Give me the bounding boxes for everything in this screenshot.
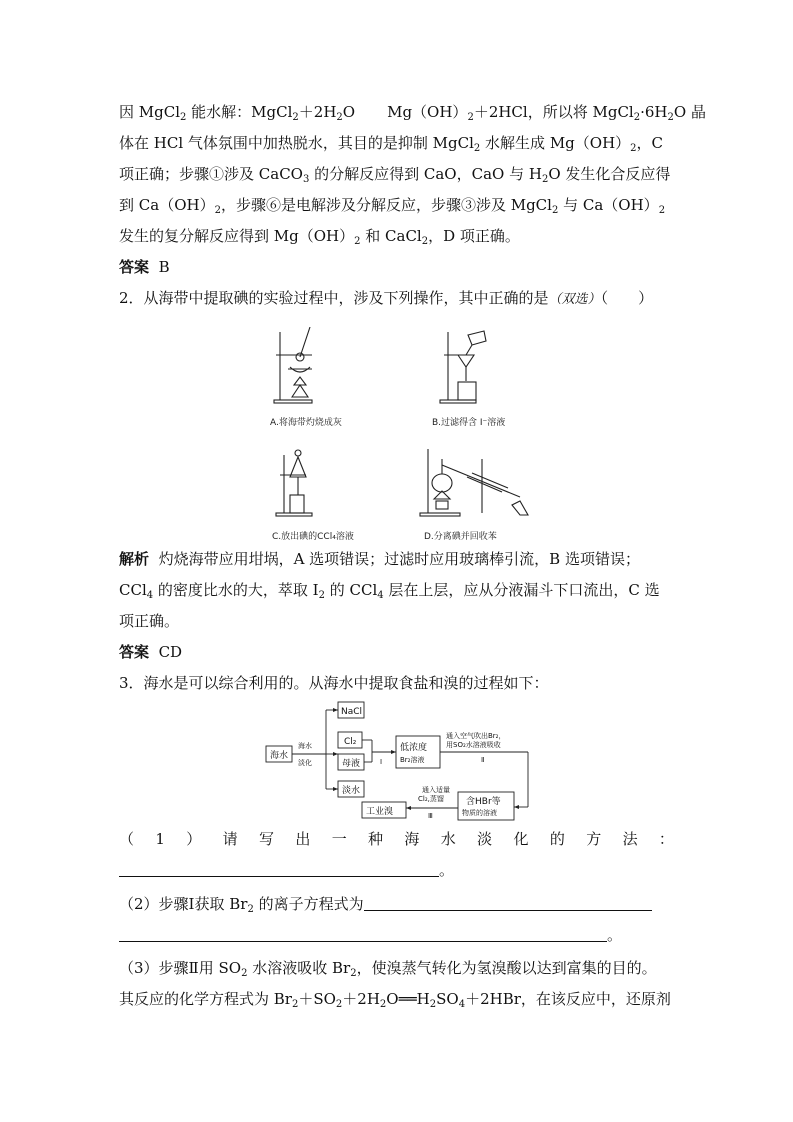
text: 的密度比水的大，萃取 I [153,581,319,599]
text: ，D 项正确。 [428,227,520,245]
text: SO [436,990,459,1008]
subscript: 2 [541,174,549,185]
text: 能水解：MgCl [186,103,293,121]
text: O 晶 [673,103,706,121]
caption-c: C.放出碘的CCl₄溶液 [272,532,354,542]
answer-blank-1[interactable] [119,862,439,877]
char: 的 [549,830,565,848]
label-step3-2: Cl₂,蒸馏 [418,795,444,803]
question3 [119,673,674,693]
char: 海 [404,830,420,848]
label-low-1: 低浓度 [400,743,428,753]
text: 灼烧海带应用坩埚，A 选项错误；过滤时应用玻璃棒引流，B 选项错误； [158,550,640,568]
answer-blank-2a[interactable] [364,896,652,911]
text: ，使溴蒸气转化为氢溴酸以达到富集的目的。 [356,959,657,977]
question-text: 2．从海带中提取碘的实验过程中，涉及下列操作，其中正确的是 [119,289,549,307]
label-step1: Ⅰ [380,758,383,766]
subscript: 2 [292,112,299,123]
caption-b: B.过滤得含 I⁻溶液 [432,418,506,428]
text: 。 [439,861,455,879]
text: 和 CaCl [360,227,422,245]
char: ： [658,830,674,848]
answer-value: CD [158,643,183,661]
char: 写 [258,830,274,848]
sub1-line1 [119,829,674,849]
answer-blank: （ ） [600,289,654,307]
answer2 [119,642,674,662]
subscript: 2 [247,904,254,915]
text: ，C [636,134,664,152]
subscript: 2 [551,205,559,216]
answer1 [119,257,674,277]
text: ＋2H [298,103,337,121]
caption-a: A.将海带灼烧成灰 [270,418,342,428]
subscript: 4 [146,590,154,601]
subscript: 2 [633,112,641,123]
text: ·6H [640,103,668,121]
text: ，步骤⑥是电解涉及分解反应，步骤③涉及 MgCl [220,196,552,214]
text: 层在上层，应从分液漏斗下口流出，C 选 [383,581,660,599]
analysis2-line1 [119,549,674,569]
label-desal-1: 海水 [298,742,312,750]
subscript: 2 [180,112,187,123]
char: 方 [586,830,602,848]
apparatus-figure [262,327,532,545]
subscript: 2 [630,143,637,154]
text: 水溶液吸收 Br [247,959,351,977]
char: 请 [222,830,238,848]
subscript: 2 [658,205,666,216]
char: 化 [513,830,529,848]
text: Mg（OH） [387,103,468,121]
caption-d: D.分离碘并回收苯 [424,532,497,542]
text: 因 MgCl [119,103,181,121]
answer-label: 答案 [119,258,150,276]
label-industrial-br: 工业溴 [366,807,394,817]
label-hbr-2: 物质的溶液 [462,809,497,817]
subscript: 2 [350,968,357,979]
label-step2-1: 通入空气吹出Br₂， [446,732,506,740]
char: 种 [368,830,384,848]
text: 与 Ca（OH） [558,196,659,214]
subscript: 3 [302,174,310,185]
text: ＋2H [342,990,380,1008]
subscript: 4 [458,999,466,1010]
char: 法 [622,830,638,848]
flow-diagram [262,700,534,824]
char: 一 [331,830,347,848]
text: CCl [119,581,147,599]
text: 其反应的化学方程式为 Br [119,990,292,1008]
subscript: 2 [241,968,248,979]
char: 水 [440,830,456,848]
text: O [342,103,356,121]
analysis2-line2 [119,580,674,606]
paragraph1-line3 [119,164,674,190]
subscript: 2 [421,236,429,247]
sub3-line2 [119,989,674,1015]
text: 的离子方程式为 [253,895,364,913]
text: 体在 HCl 气体氛围中加热脱水，其目的是抑制 MgCl [119,134,474,152]
text: （2）步骤Ⅰ获取 Br [119,895,248,913]
subscript: 2 [379,999,387,1010]
label-nacl: NaCl [341,707,363,717]
text: 的 CCl [324,581,378,599]
sub3-line1 [119,958,674,984]
text: 项正确；步骤①涉及 CaCO [119,165,303,183]
paragraph1-line2 [119,133,674,159]
text: 到 Ca（OH） [119,196,215,214]
paragraph1-line4 [119,195,674,221]
apparatus-c-icon [276,450,312,516]
subscript: 2 [429,999,437,1010]
char: 1 [155,830,165,848]
answer-blank-2b[interactable] [119,927,607,942]
char: （ [119,830,135,848]
text: （3）步骤Ⅱ用 SO [119,959,242,977]
subscript: 2 [354,236,361,247]
char: 淡 [477,830,493,848]
text: O 发生化合反应得 [548,165,671,183]
label-seawater: 海水 [270,751,289,761]
answer-value: B [158,258,170,276]
analysis-label: 解析 [119,550,150,568]
text: 的分解反应得到 CaO，CaO 与 H [309,165,542,183]
apparatus-a-icon [274,327,312,403]
question2 [119,288,674,310]
subscript: 4 [377,590,384,601]
label-hbr-1: 含HBr等 [466,797,501,807]
paragraph1-line1 [119,102,706,128]
apparatus-b-icon [440,331,486,403]
apparatus-d-icon [420,449,528,516]
label-low-2: Br₂溶液 [400,756,425,764]
subscript: 2 [318,590,325,601]
text: ＋2HBr，在该反应中，还原剂 [465,990,671,1008]
answer-label: 答案 [119,643,150,661]
subscript: 2 [214,205,221,216]
subscript: 2 [467,112,474,123]
sub1-line2 [119,860,674,880]
paragraph1-line5 [119,226,674,252]
text: O══H [386,990,430,1008]
sub2-line2 [119,925,674,945]
subscript: 2 [336,112,343,123]
label-cl2: Cl₂ [344,737,357,747]
text: 。 [607,926,623,944]
label-step3-1: 通入适量 [422,786,450,794]
label-step3: Ⅲ [428,812,433,820]
label-step2: Ⅱ [481,756,485,764]
text: 水解生成 Mg（OH） [480,134,631,152]
text: 发生的复分解反应得到 Mg（OH） [119,227,355,245]
label-mother: 母液 [342,759,361,769]
char: ） [186,830,202,848]
question-note: （双选） [548,292,601,307]
text: ＋SO [298,990,336,1008]
label-step2-2: 用SO₂水溶液吸收 [446,741,501,749]
subscript: 2 [291,999,299,1010]
text: 项正确。 [119,612,180,630]
subscript: 2 [473,143,481,154]
analysis2-line3 [119,611,674,631]
label-fresh: 淡水 [342,786,361,796]
subscript: 2 [335,999,343,1010]
sub2-line1 [119,894,674,920]
label-desal-2: 淡化 [298,759,312,767]
char: 出 [295,830,311,848]
question-text: 3．海水是可以综合利用的。从海水中提取食盐和溴的过程如下： [119,674,549,692]
subscript: 2 [667,112,674,123]
text: ＋2HCl，所以将 MgCl [473,103,634,121]
